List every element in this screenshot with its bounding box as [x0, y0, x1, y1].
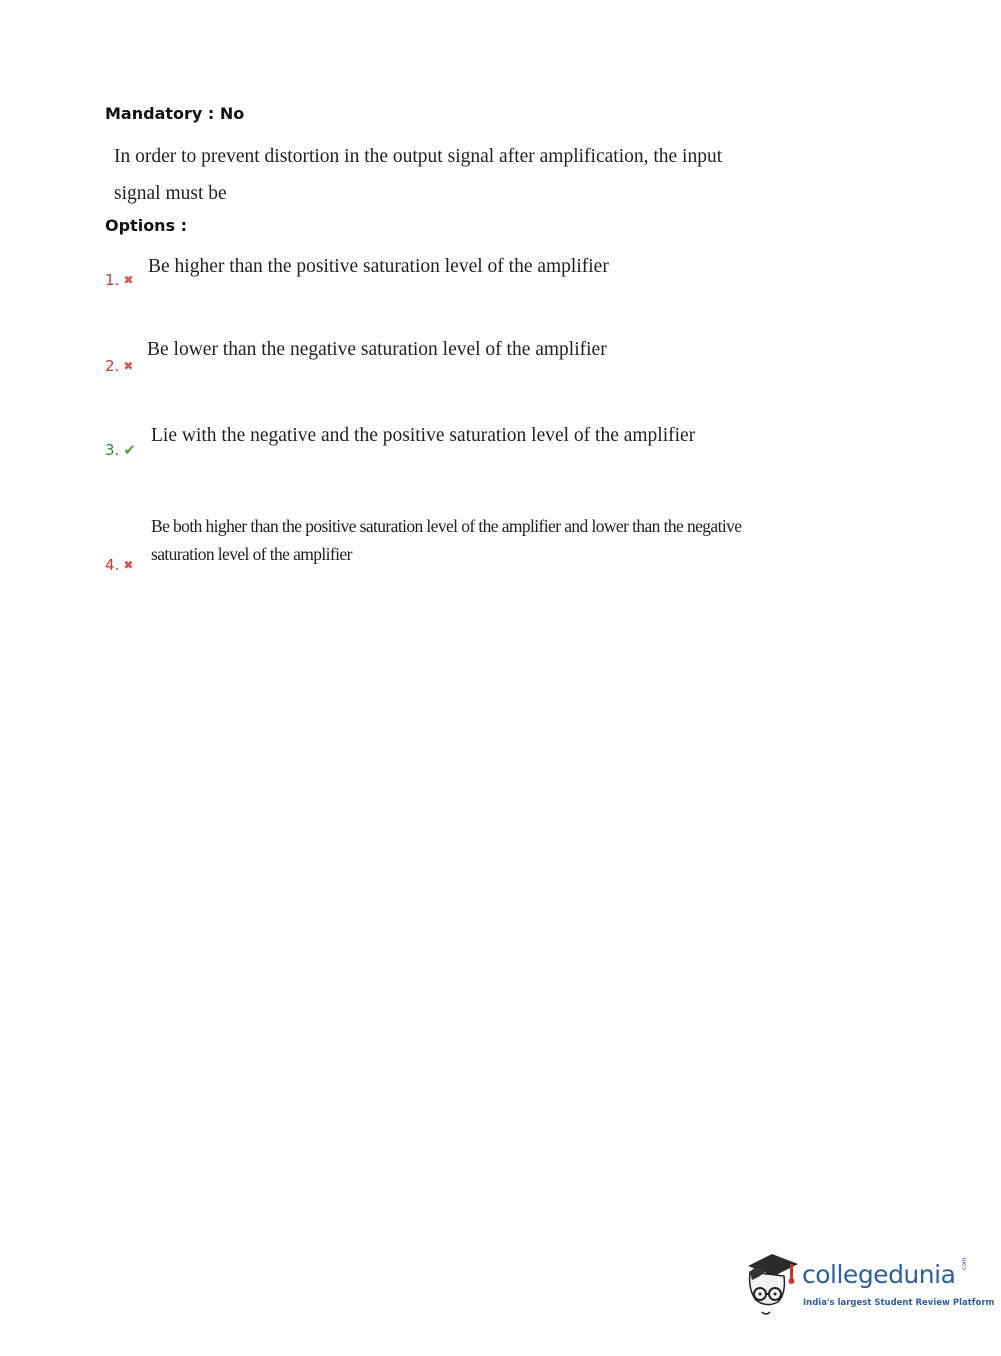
- logo-name: collegedunia: [802, 1260, 956, 1289]
- check-icon: ✔: [123, 440, 136, 459]
- options-label: Options :: [105, 216, 188, 235]
- logo-suffix: .com: [961, 1257, 968, 1272]
- cross-icon: ✖: [123, 359, 134, 373]
- cross-icon: ✖: [123, 273, 134, 287]
- option-number: 3.: [105, 441, 120, 459]
- option-4-marker: [105, 556, 133, 574]
- mascot-icon: [742, 1250, 802, 1320]
- option-4-text: Be both higher than the positive saturation level of the amplifier and lower than the negative saturation level of the amplifier: [151, 516, 742, 564]
- question-text: In order to prevent distortion in the output signal after amplification, the input signal must be: [114, 146, 723, 204]
- option-2-text: Be lower than the negative saturation level of the amplifier: [147, 339, 607, 360]
- option-number: 2.: [105, 357, 120, 375]
- option-number: 1.: [105, 271, 120, 289]
- cross-icon: ✖: [123, 558, 134, 572]
- option-2-marker: [105, 357, 133, 375]
- logo-tagline: India's largest Student Review Platform: [803, 1298, 995, 1308]
- option-number: 4.: [105, 556, 120, 574]
- option-1-marker: [105, 271, 133, 289]
- collegedunia-logo: [742, 1250, 995, 1320]
- mandatory-label: Mandatory : No: [105, 104, 245, 123]
- option-3-text: Lie with the negative and the positive saturation level of the amplifier: [151, 425, 696, 446]
- option-1-text: Be higher than the positive saturation level of the amplifier: [148, 256, 609, 277]
- option-3-marker: [105, 441, 136, 459]
